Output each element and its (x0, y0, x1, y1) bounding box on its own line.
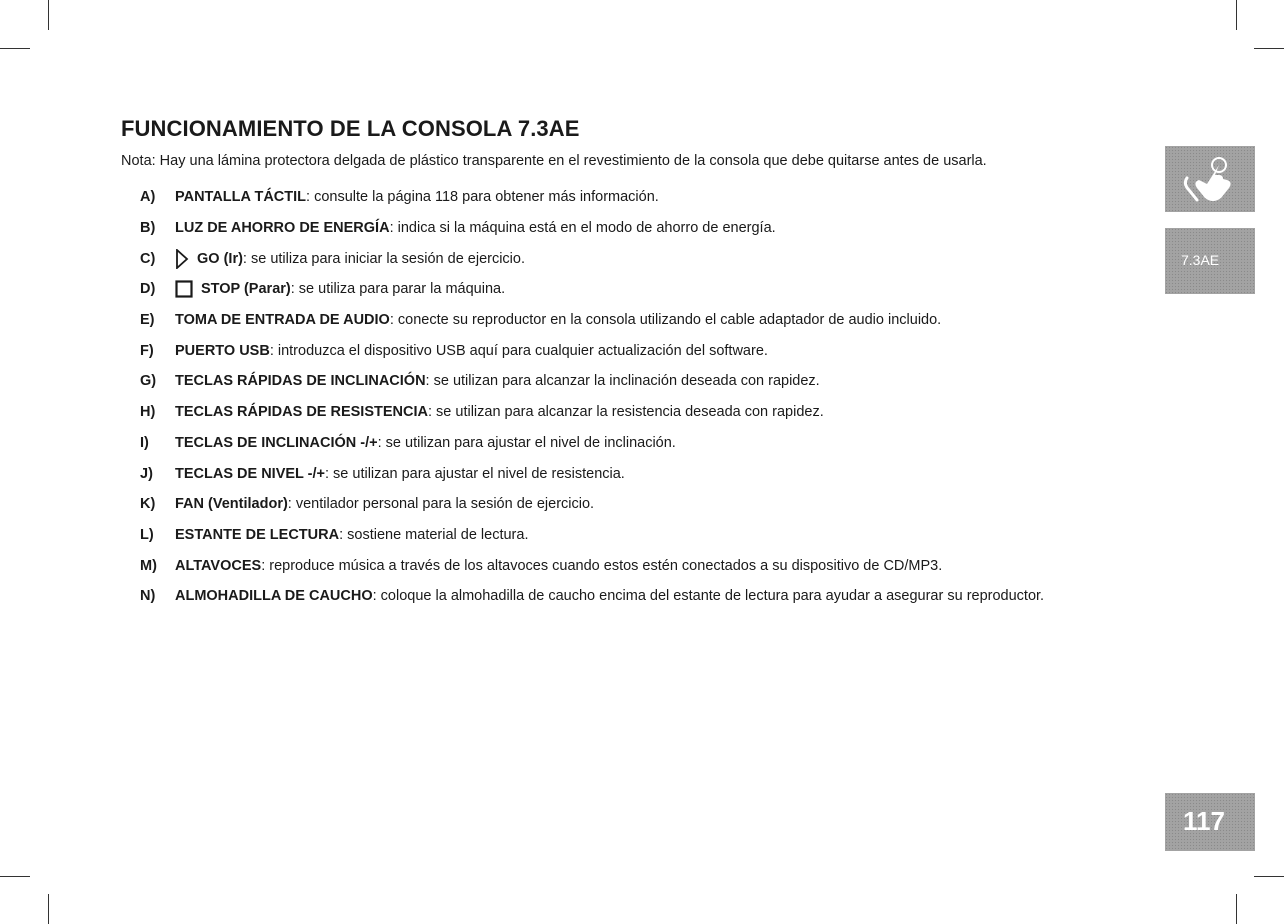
touch-section-tab (1165, 146, 1255, 212)
item-term: TOMA DE ENTRADA DE AUDIO (175, 312, 390, 329)
page-title: FUNCIONAMIENTO DE LA CONSOLA 7.3AE (121, 116, 580, 141)
item-letter: M) (140, 557, 157, 574)
item-description: : se utilizan para alcanzar la inclinación deseada con rapidez. (425, 373, 820, 390)
item-term: TECLAS DE NIVEL -/+ (175, 465, 325, 482)
crop-mark (48, 894, 49, 924)
list-item (140, 335, 1044, 366)
item-letter: F) (140, 342, 154, 359)
item-description: : indica si la máquina está en el modo de ahorro de energía. (389, 220, 776, 237)
crop-mark (48, 0, 49, 30)
note-text: Nota: Hay una lámina protectora delgada de plástico transparente en el revestimiento de la consola que debe quitarse antes de usarla. (121, 153, 987, 169)
crop-mark (1254, 48, 1284, 49)
item-term: ESTANTE DE LECTURA (175, 526, 340, 543)
item-description: : se utiliza para parar la máquina. (290, 281, 506, 298)
play-triangle-icon (175, 249, 189, 269)
stop-square-icon (175, 280, 193, 298)
item-term: STOP (Parar) (201, 281, 291, 298)
item-term: TECLAS RÁPIDAS DE RESISTENCIA (175, 404, 428, 421)
item-description: : reproduce música a través de los altavoces cuando estos estén conectados a su dispositivo de CD/MP3. (261, 557, 943, 574)
item-letter: L) (140, 526, 154, 543)
list-item (140, 397, 1044, 428)
item-letter: B) (140, 220, 156, 237)
item-letter: A) (140, 189, 156, 206)
item-term: LUZ DE AHORRO DE ENERGÍA (175, 220, 390, 237)
item-letter: G) (140, 373, 157, 390)
item-letter: J) (140, 465, 153, 482)
item-letter: I) (140, 434, 149, 451)
touch-hand-icon (1179, 152, 1241, 213)
item-letter: E) (140, 312, 155, 329)
item-letter: H) (140, 404, 156, 421)
item-description: : se utilizan para alcanzar la resistencia deseada con rapidez. (427, 404, 824, 421)
list-item (140, 274, 1044, 305)
list-item (140, 213, 1044, 244)
item-description: : ventilador personal para la sesión de ejercicio. (287, 496, 595, 513)
crop-mark (0, 48, 30, 49)
item-description: : conecte su reproductor en la consola utilizando el cable adaptador de audio incluido. (389, 312, 942, 329)
crop-mark (1236, 894, 1237, 924)
list-item (140, 520, 1044, 551)
item-term: PANTALLA TÁCTIL (175, 189, 307, 206)
item-term: TECLAS RÁPIDAS DE INCLINACIÓN (175, 373, 426, 390)
list-item (140, 305, 1044, 336)
item-description: : sostiene material de lectura. (339, 526, 529, 543)
list-item (140, 428, 1044, 459)
item-description: : se utilizan para ajustar el nivel de inclinación. (377, 434, 676, 451)
list-item (140, 489, 1044, 520)
item-description: : se utiliza para iniciar la sesión de ejercicio. (242, 250, 525, 267)
item-term: GO (Ir) (197, 250, 243, 267)
item-letter: C) (140, 250, 156, 267)
item-term: ALTAVOCES (175, 557, 262, 574)
model-section-tab (1165, 228, 1255, 294)
list-item (140, 458, 1044, 489)
feature-list (140, 182, 1044, 612)
item-letter: N) (140, 588, 156, 605)
item-description: : consulte la página 118 para obtener más información. (306, 189, 659, 206)
list-item (140, 182, 1044, 213)
item-term: TECLAS DE INCLINACIÓN -/+ (175, 434, 378, 451)
item-term: FAN (Ventilador) (175, 496, 288, 513)
item-letter: K) (140, 496, 156, 513)
page-number: 117 (1183, 806, 1225, 836)
list-item (140, 243, 1044, 274)
crop-mark (1254, 876, 1284, 877)
page-number-tab (1165, 793, 1255, 851)
item-description: : coloque la almohadilla de caucho encima del estante de lectura para ayudar a asegurar su reproductor. (372, 588, 1045, 605)
list-item (140, 581, 1044, 612)
item-description: : se utilizan para ajustar el nivel de resistencia. (325, 465, 625, 482)
item-description: : introduzca el dispositivo USB aquí para cualquier actualización del software. (269, 342, 768, 359)
list-item (140, 366, 1044, 397)
list-item (140, 550, 1044, 581)
crop-mark (1236, 0, 1237, 30)
item-term: PUERTO USB (175, 342, 270, 359)
model-label: 7.3AE (1181, 252, 1220, 268)
item-letter: D) (140, 281, 156, 298)
item-term: ALMOHADILLA DE CAUCHO (175, 588, 373, 605)
crop-mark (0, 876, 30, 877)
